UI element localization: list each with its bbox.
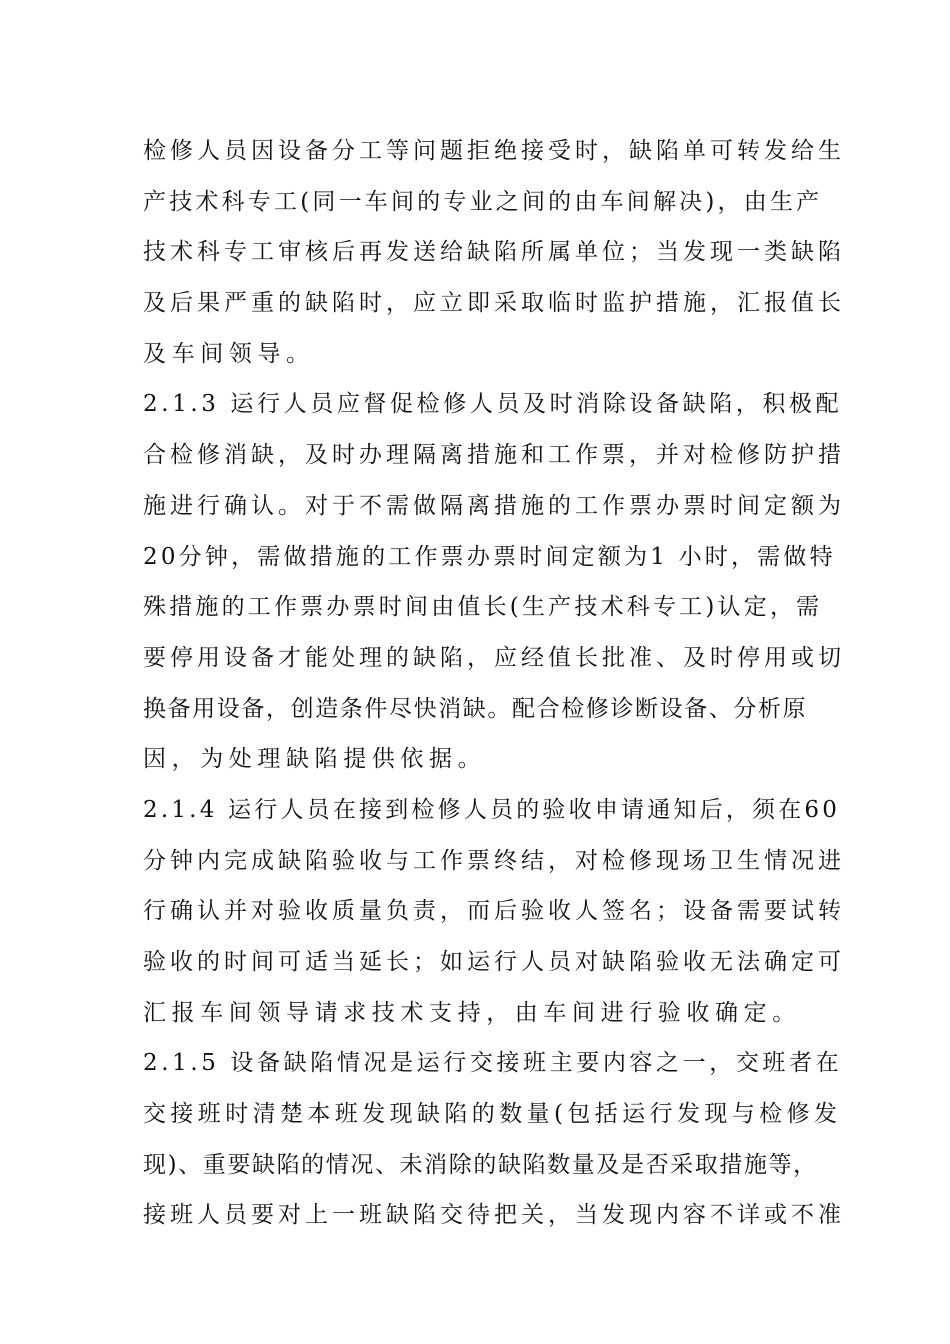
text-line: 及后果严重的缺陷时，应立即采取临时监护措施，汇报值长 (143, 290, 845, 317)
text-line: 2.1.3 运行人员应督促检修人员及时消除设备缺陷，积极配 (143, 391, 843, 418)
text-line: 要停用设备才能处理的缺陷，应经值长批准、及时停用或切 (143, 644, 845, 671)
text-line: 合检修消缺，及时办理隔离措施和工作票，并对检修防护措 (143, 442, 845, 469)
text-line: 接班人员要对上一班缺陷交待把关，当发现内容不详或不准 (143, 1202, 845, 1229)
text-line: 行确认并对验收质量负责，而后验收人签名；设备需要试转 (143, 898, 845, 925)
text-line: 验收的时间可适当延长；如运行人员对缺陷验收无法确定可 (143, 949, 845, 975)
text-line: 技术科专工审核后再发送给缺陷所属单位；当发现一类缺陷 (143, 239, 845, 266)
text-line: 交接班时清楚本班发现缺陷的数量(包括运行发现与检修发 (143, 1101, 842, 1128)
text-line: 施进行确认。对于不需做隔离措施的工作票办票时间定额为 (143, 492, 845, 519)
text-line: 分钟内完成缺陷验收与工作票终结，对检修现场卫生情况进 (143, 847, 845, 874)
text-line: 产技术科专工(同一车间的专业之间的由车间解决)，由生产 (143, 188, 823, 215)
text-line: 现)、重要缺陷的情况、未消除的缺陷数量及是否采取措施等， (143, 1151, 818, 1178)
text-line: 2.1.4 运行人员在接到检修人员的验收申请通知后，须在60 (143, 796, 841, 823)
body-text (143, 126, 843, 1241)
text-line: 殊措施的工作票办票时间由值长(生产技术科专工)认定，需 (143, 594, 823, 621)
text-line: 因，为处理缺陷提供依据。 (143, 746, 487, 773)
text-line: 汇报车间领导请求技术支持，由车间进行验收确定。 (143, 999, 801, 1026)
text-line: 换备用设备，创造条件尽快消缺。配合检修诊断设备、分析原 (143, 695, 808, 722)
text-line: 检修人员因设备分工等问题拒绝接受时，缺陷单可转发给生 (143, 138, 845, 164)
text-line: 及车间领导。 (143, 340, 315, 367)
text-line: 20分钟，需做措施的工作票办票时间定额为1 小时，需做特 (143, 543, 836, 570)
text-line: 2.1.5 设备缺陷情况是运行交接班主要内容之一，交班者在 (143, 1050, 843, 1077)
